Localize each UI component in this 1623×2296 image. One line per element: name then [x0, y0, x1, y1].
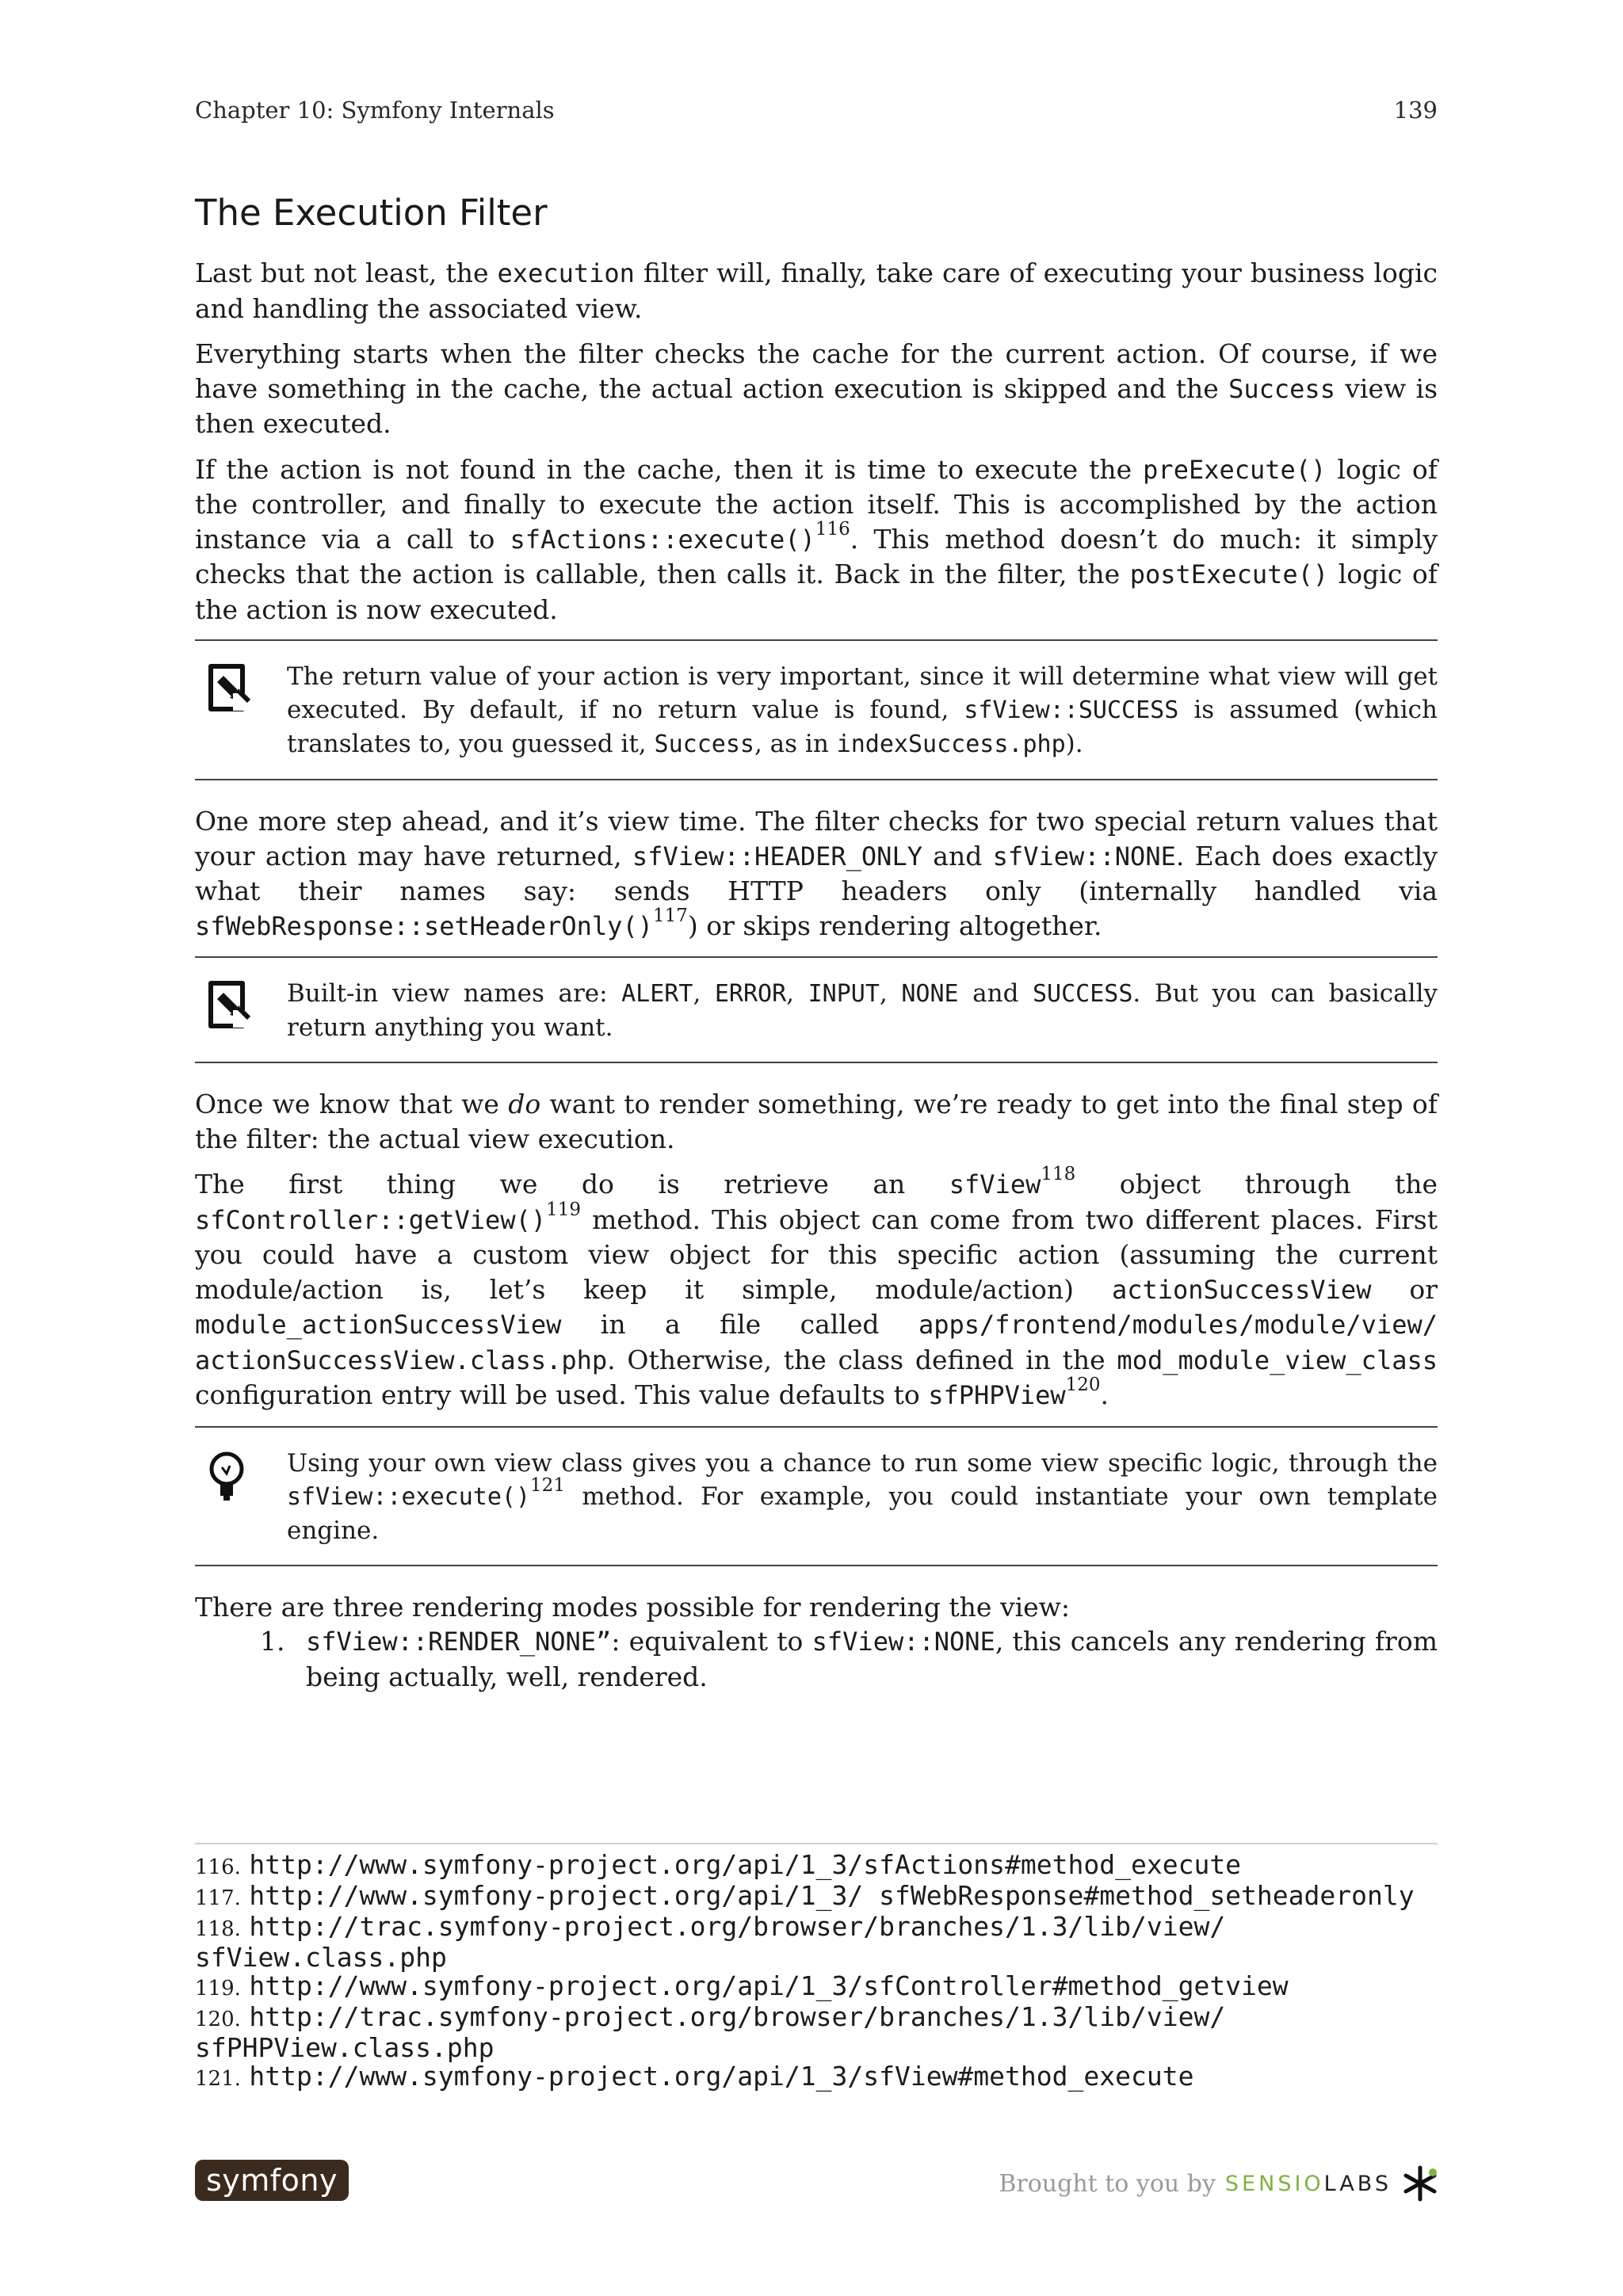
page-footer — [195, 2160, 1438, 2207]
rendering-modes-list — [195, 1624, 1438, 1694]
footnote-117: 117. http://www.symfony-project.org/api/1_3/ sfWebResponse#method_setheaderonly — [195, 1880, 1415, 1911]
paragraph-6: The first thing we do is retrieve an sfView$^{118}$ object through the sfController::getView()$^{119}$ method. This object can come from two different places. First you could have a custom view object for this specific action (assuming the current module/action is, let’s keep it simple, module/action) actionSuccessView or module_actionSuccessView in a file called apps/frontend/modules/module/view/ actionSuccessView.class.php. Otherwise, the class defined in the mod_module_view_class configuration entry will be used. This value defaults to sfPHPView$^{120}$. — [195, 1163, 1438, 1410]
footnote-link[interactable]: http://www.symfony-project.org/api/1_3/sfController#method_getview — [249, 1970, 1289, 2001]
footnote-ref-117[interactable]: 117 — [652, 905, 688, 926]
note-box-return-value: The return value of your action is very important, since it will determine what view will get executed. By default, if no return value is found, sfView::SUCCESS is assumed (which translates to, you guessed it, Success, as in indexSuccess.php). — [195, 639, 1438, 780]
footnote-118: 118. http://trac.symfony-project.org/browser/branches/1.3/lib/view/ sfView.class.php — [195, 1911, 1226, 1973]
body-content — [195, 256, 1438, 1694]
paragraph-7: There are three rendering modes possible for rendering the view: — [195, 1591, 1071, 1623]
page — [195, 0, 1438, 2296]
footnote-ref-120[interactable]: 120 — [1065, 1374, 1101, 1395]
paragraph-1: Last but not least, the execution filter will, finally, take care of executing your business logic and handling the associated view. — [195, 257, 1438, 324]
running-header — [195, 97, 1438, 132]
labs-wordmark: LABS — [1323, 2171, 1392, 2196]
sensio-wordmark: SENSIO — [1224, 2171, 1324, 2196]
footnote-ref-118[interactable]: 118 — [1041, 1163, 1076, 1184]
symfony-logo: symfony — [195, 2160, 349, 2201]
footnote-link[interactable]: http://www.symfony-project.org/api/1_3/ sfWebResponse#method_setheaderonly — [249, 1880, 1415, 1911]
footnote-ref-116[interactable]: 116 — [815, 518, 850, 540]
sensiolabs-star-icon — [1403, 2164, 1438, 2203]
footnotes — [195, 1843, 1438, 2093]
chapter-title: Chapter 10: Symfony Internals — [195, 97, 555, 124]
footnote-121: 121. http://www.symfony-project.org/api/1_3/sfView#method_execute — [195, 2061, 1194, 2092]
footnote-link[interactable]: http://www.symfony-project.org/api/1_3/sfView#method_execute — [249, 2061, 1194, 2092]
footnote-link[interactable]: http://www.symfony-project.org/api/1_3/sfActions#method_execute — [249, 1849, 1242, 1880]
footnote-ref-121[interactable]: 121 — [530, 1474, 565, 1496]
note-box-builtin-views: Built-in view names are: ALERT, ERROR, INPUT, NONE and SUCCESS. But you can basically return anything you want. — [195, 956, 1438, 1063]
paragraph-2: Everything starts when the filter checks the cache for the current action. Of course, if we have something in the cache, the actual action execution is skipped and the Success view is then executed. — [195, 338, 1438, 439]
lightbulb-tip-icon — [195, 1447, 287, 1547]
note-icon — [195, 660, 287, 761]
list-item: 1. sfView::RENDER_NONE”: equivalent to sfView::NONE, this cancels any rendering from being actually, well, rendered. — [260, 1626, 1438, 1692]
paragraph-5: Once we know that we do want to render something, we’re ready to get into the final step of the filter: the actual view execution. — [195, 1089, 1438, 1154]
footnote-link[interactable]: http://trac.symfony-project.org/browser/branches/1.3/lib/view/ sfView.class.php — [195, 1911, 1226, 1973]
section-title: The Execution Filter — [195, 192, 548, 234]
footnote-link[interactable]: http://trac.symfony-project.org/browser/branches/1.3/lib/view/ sfPHPView.class.php — [195, 2001, 1226, 2063]
footnote-119: 119. http://www.symfony-project.org/api/1_3/sfController#method_getview — [195, 1970, 1289, 2001]
page-number: 139 — [1393, 97, 1438, 124]
paragraph-4: One more step ahead, and it’s view time. The filter checks for two special return values that your action may have returned, sfView::HEADER_ONLY and sfView::NONE. Each does exactly what their names say: sends HTTP headers only (internally handled via sfWebResponse::setHeaderOnly()$^{117}$) or skips rendering altogether. — [195, 806, 1438, 941]
footnote-ref-119[interactable]: 119 — [546, 1199, 582, 1220]
tip-box-custom-view: Using your own view class gives you a chance to run some view specific logic, through the sfView::execute()$^{121}$ method. For example, you could instantiate your own template engine. — [195, 1426, 1438, 1566]
footnote-120: 120. http://trac.symfony-project.org/browser/branches/1.3/lib/view/ sfPHPView.class.php — [195, 2001, 1226, 2063]
footnote-116: 116. http://www.symfony-project.org/api/1_3/sfActions#method_execute — [195, 1849, 1242, 1880]
paragraph-3: If the action is not found in the cache, then it is time to execute the preExecute() logic of the controller, and finally to execute the action itself. This is accomplished by the action instance via a call to sfActions::execute()$^{116}$. This method doesn’t do much: it simply checks that the action is callable, then calls it. Back in the filter, the postExecute() logic of the action is now executed. — [195, 453, 1438, 625]
note-icon — [195, 977, 287, 1044]
sponsor-credit: Brought to you by SENSIO LABS — [999, 2164, 1438, 2203]
